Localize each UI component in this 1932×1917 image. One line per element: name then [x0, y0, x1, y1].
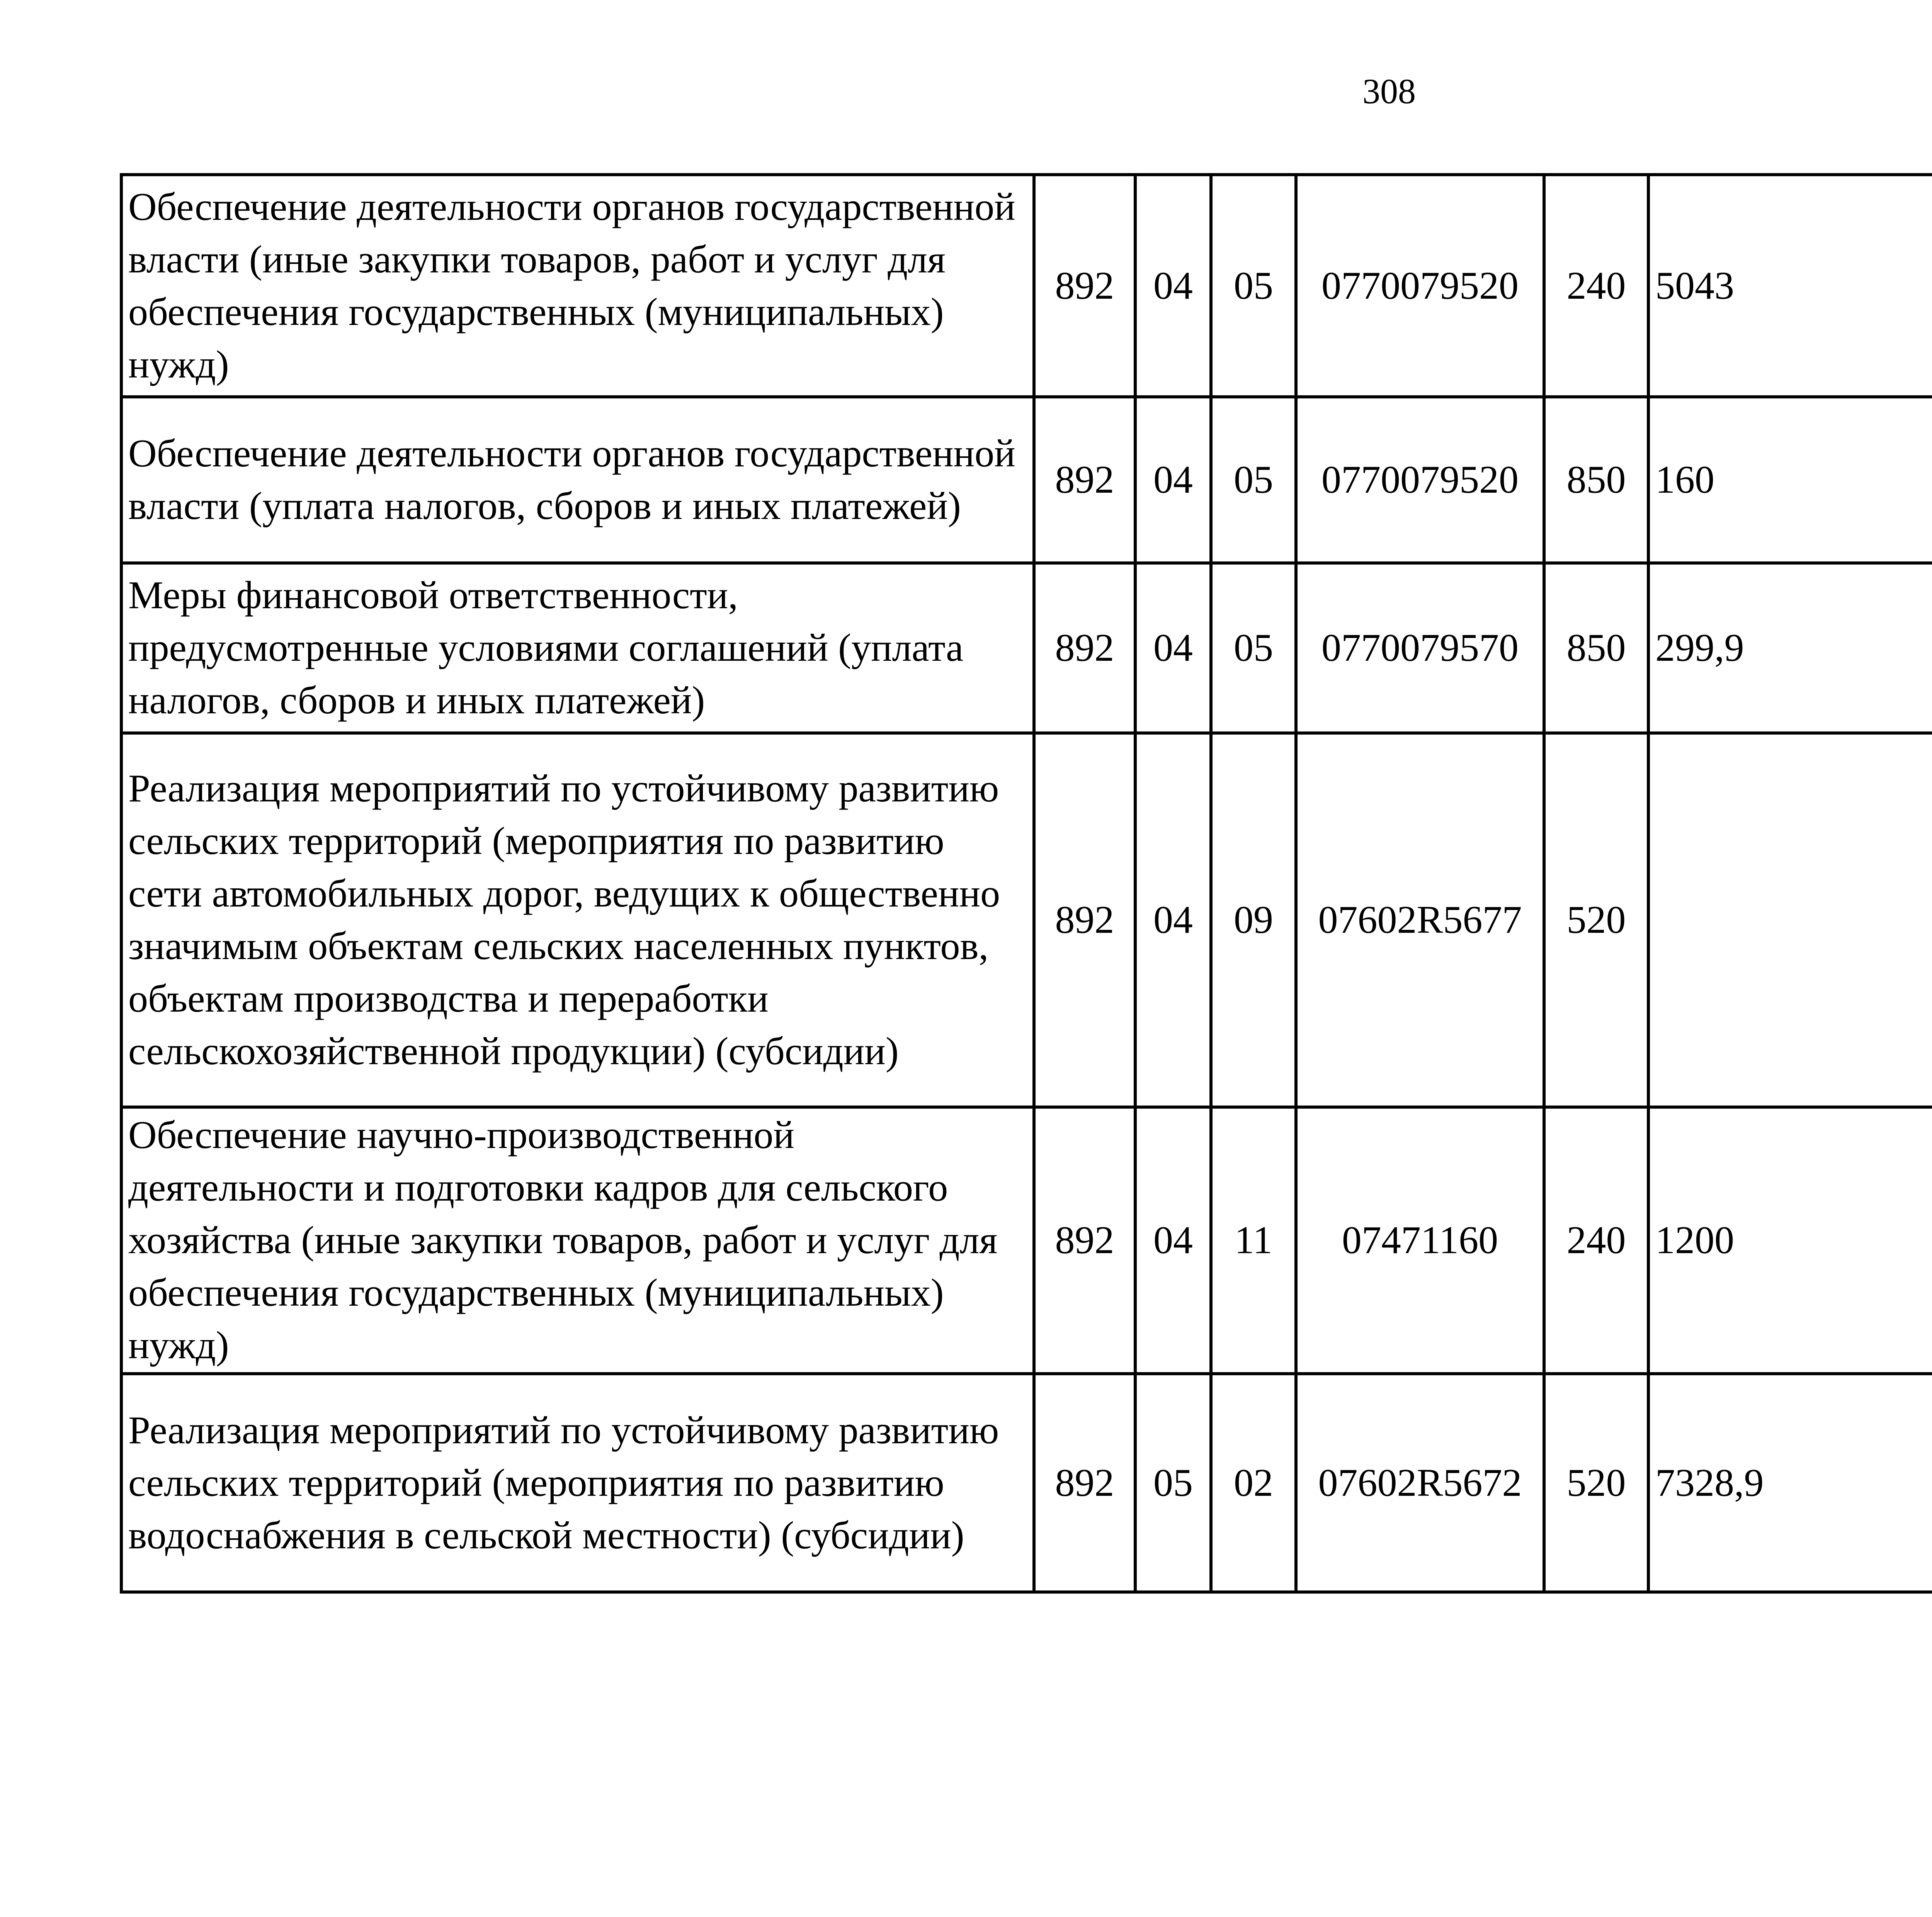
amount-year-1-cell: 160 — [1648, 397, 1932, 563]
description-cell: Реализация мероприятий по устойчивому развитию сельских территорий (мероприятия по развитию водоснабжения в сельской местности) (субсидии) — [121, 1374, 1034, 1592]
ministry-code-cell: 892 — [1034, 175, 1135, 397]
description-cell: Реализация мероприятий по устойчивому развитию сельских территорий (мероприятия по развитию сети автомобильных дорог, ведущих к общественно значимым объектам сельских населенных пунктов, объектам производства и переработки сельскохозяйственной продукции) (субсидии) — [121, 733, 1034, 1107]
table-row — [121, 1374, 1932, 1592]
section-code-cell: 04 — [1135, 1107, 1211, 1374]
table-row — [121, 733, 1932, 1107]
ministry-code-cell: 892 — [1034, 733, 1135, 1107]
page-number: 308 — [1362, 71, 1416, 111]
description-cell: Обеспечение деятельности органов государственной власти (уплата налогов, сборов и иных платежей) — [121, 397, 1034, 563]
subsection-code-cell: 11 — [1211, 1107, 1296, 1374]
description-cell: Обеспечение научно-производственной деятельности и подготовки кадров для сельского хозяйства (иные закупки товаров, работ и услуг для обеспечения государственных (муниципальных) нужд) — [121, 1107, 1034, 1374]
ministry-code-cell: 892 — [1034, 563, 1135, 733]
target-article-cell: 07602R5672 — [1296, 1374, 1544, 1592]
target-article-cell: 07602R5677 — [1296, 733, 1544, 1107]
target-article-cell: 0770079520 — [1296, 397, 1544, 563]
amount-year-1-cell — [1648, 733, 1932, 1107]
table-row — [121, 397, 1932, 563]
expense-type-cell: 850 — [1544, 563, 1648, 733]
expense-type-cell: 850 — [1544, 397, 1648, 563]
amount-year-1-cell: 5043 — [1648, 175, 1932, 397]
expense-type-cell: 520 — [1544, 1374, 1648, 1592]
subsection-code-cell: 05 — [1211, 397, 1296, 563]
target-article-cell: 0770079570 — [1296, 563, 1544, 733]
section-code-cell: 04 — [1135, 397, 1211, 563]
expense-type-cell: 240 — [1544, 175, 1648, 397]
ministry-code-cell: 892 — [1034, 397, 1135, 563]
table-row — [121, 563, 1932, 733]
expense-type-cell: 240 — [1544, 1107, 1648, 1374]
expense-type-cell: 520 — [1544, 733, 1648, 1107]
ministry-code-cell: 892 — [1034, 1374, 1135, 1592]
table-row — [121, 1107, 1932, 1374]
ministry-code-cell: 892 — [1034, 1107, 1135, 1374]
subsection-code-cell: 02 — [1211, 1374, 1296, 1592]
section-code-cell: 04 — [1135, 733, 1211, 1107]
description-cell: Меры финансовой ответственности, предусмотренные условиями соглашений (уплата налогов, сборов и иных платежей) — [121, 563, 1034, 733]
amount-year-1-cell: 299,9 — [1648, 563, 1932, 733]
amount-year-1-cell: 1200 — [1648, 1107, 1932, 1374]
subsection-code-cell: 05 — [1211, 563, 1296, 733]
section-code-cell: 05 — [1135, 1374, 1211, 1592]
amount-year-1-cell: 7328,9 — [1648, 1374, 1932, 1592]
subsection-code-cell: 09 — [1211, 733, 1296, 1107]
section-code-cell: 04 — [1135, 175, 1211, 397]
budget-table — [120, 173, 1932, 1594]
subsection-code-cell: 05 — [1211, 175, 1296, 397]
target-article-cell: 0770079520 — [1296, 175, 1544, 397]
description-cell: Обеспечение деятельности органов государственной власти (иные закупки товаров, работ и услуг для обеспечения государственных (муниципальных) нужд) — [121, 175, 1034, 397]
section-code-cell: 04 — [1135, 563, 1211, 733]
target-article-cell: 07471160 — [1296, 1107, 1544, 1374]
table-row — [121, 175, 1932, 397]
